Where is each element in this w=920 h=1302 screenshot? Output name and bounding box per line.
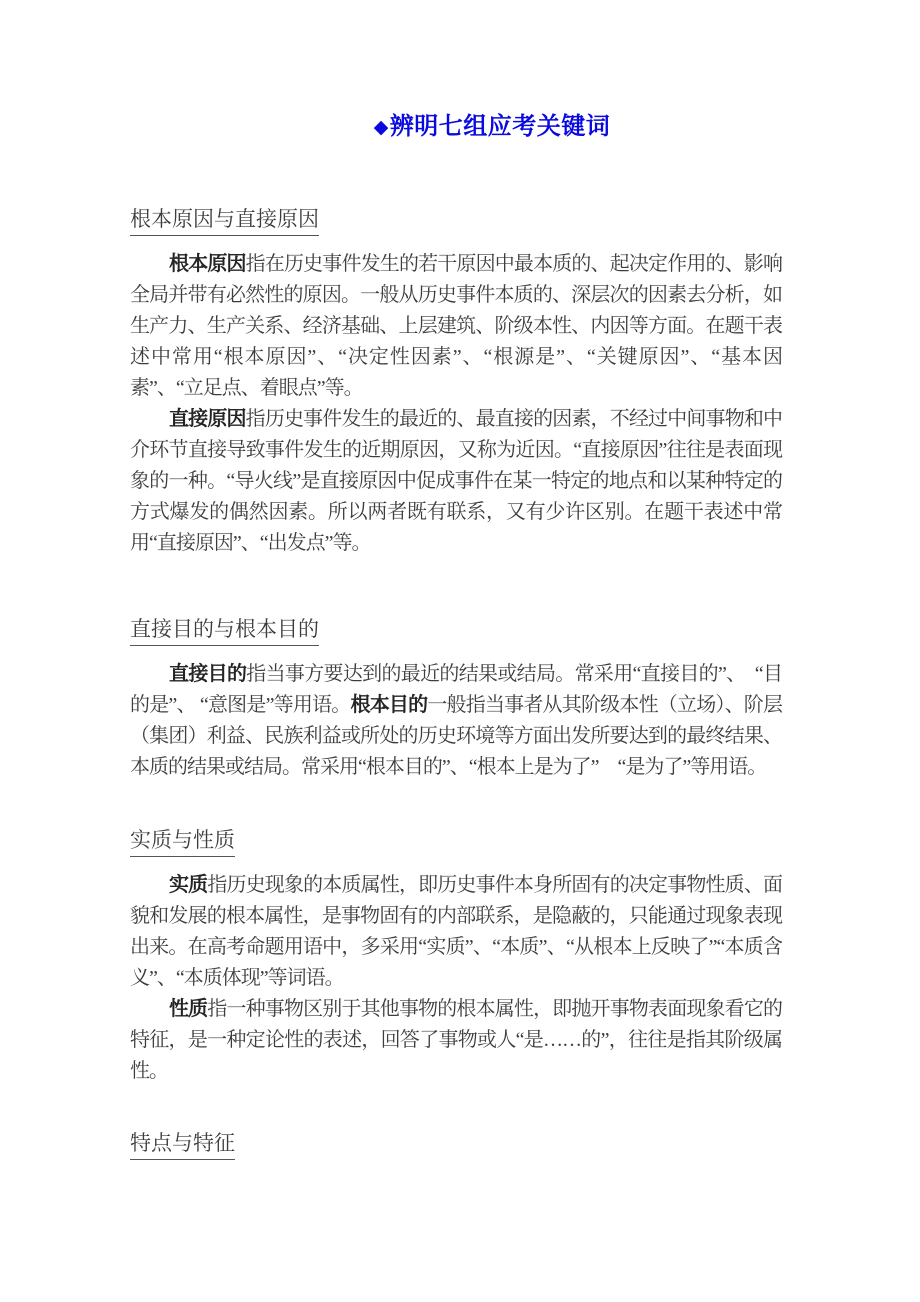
keyword-term: 根本原因	[169, 253, 246, 275]
keyword-term: 性质	[169, 998, 208, 1020]
document-title	[130, 112, 782, 143]
section-root-cause-vs-direct-cause	[130, 205, 782, 559]
paragraph-text: 指历史现象的本质属性，即历史事件本身所固有的决定事物性质、面貌和发展的根本属性，是事物固有的内部联系，是隐蔽的，只能通过现象表现出来。在高考命题用语中，多采用“实质”、“本质”、“从根本上反映了”“本质含义”、“本质体现”等词语。	[130, 874, 783, 989]
paragraph	[130, 870, 782, 994]
section-heading	[130, 1129, 782, 1160]
section-heading-text: 特点与特征	[130, 1129, 235, 1160]
section-essence-vs-nature	[130, 826, 782, 1087]
document-content	[130, 0, 782, 1173]
paragraph-text: 指一种事物区别于其他事物的根本属性，即抛开事物表面现象看它的特征，是一种定论性的表述，回答了事物或人“是……的”，往往是指其阶级属性。	[130, 998, 783, 1082]
paragraph	[130, 249, 782, 404]
paragraph-text: 指当事方要达到的最近的结果或结局。常采用“直接目的”、 “目的是”、 “意图是”等用语。	[130, 663, 782, 716]
section-heading-text: 根本原因与直接原因	[130, 205, 319, 236]
section-characteristics-vs-features	[130, 1129, 782, 1160]
paragraph-text: 指在历史事件发生的若干原因中最本质的、起决定作用的、影响全局并带有必然性的原因。一般从历史事件本质的、深层次的因素去分析，如生产力、生产关系、经济基础、上层建筑、阶级本性、内因等方面。在题干表述中常用“根本原因”、“决定性因素”、“根源是”、“关键原因”、“基本因素”、“立足点、着眼点”等。	[130, 253, 783, 399]
keyword-term: 实质	[169, 874, 208, 896]
section-heading	[130, 205, 782, 236]
keyword-term: 直接目的	[169, 663, 247, 685]
section-direct-purpose-vs-fundamental-purpose	[130, 615, 782, 783]
keyword-term: 直接原因	[169, 408, 246, 430]
section-heading	[130, 826, 782, 857]
section-heading-text: 直接目的与根本目的	[130, 615, 319, 646]
document-title-text: 辨明七组应考关键词	[389, 114, 611, 140]
section-heading-text: 实质与性质	[130, 826, 235, 857]
paragraph-text: 指历史事件发生的最近的、最直接的因素，不经过中间事物和中介环节直接导致事件发生的近期原因，又称为近因。“直接原因”往往是表面现象的一种。“导火线”是直接原因中促成事件在某一特定的地点和以某种特定的方式爆发的偶然因素。所以两者既有联系，又有少许区别。在题干表述中常用“直接原因”、“出发点”等。	[130, 408, 783, 554]
keyword-term: 根本目的	[350, 694, 428, 716]
paragraph	[130, 404, 782, 559]
paragraph-text: 一般指当事者从其阶级本性（立场）、阶层（集团）利益、民族利益或所处的历史环境等方面出发所要达到的最终结果、本质的结果或结局。常采用“根本目的”、“根本上是为了” “是为了”等用语。	[130, 694, 783, 778]
paragraph	[130, 994, 782, 1087]
diamond-bullet-icon: ◆	[373, 117, 389, 138]
section-heading	[130, 615, 782, 646]
paragraph	[130, 659, 782, 783]
